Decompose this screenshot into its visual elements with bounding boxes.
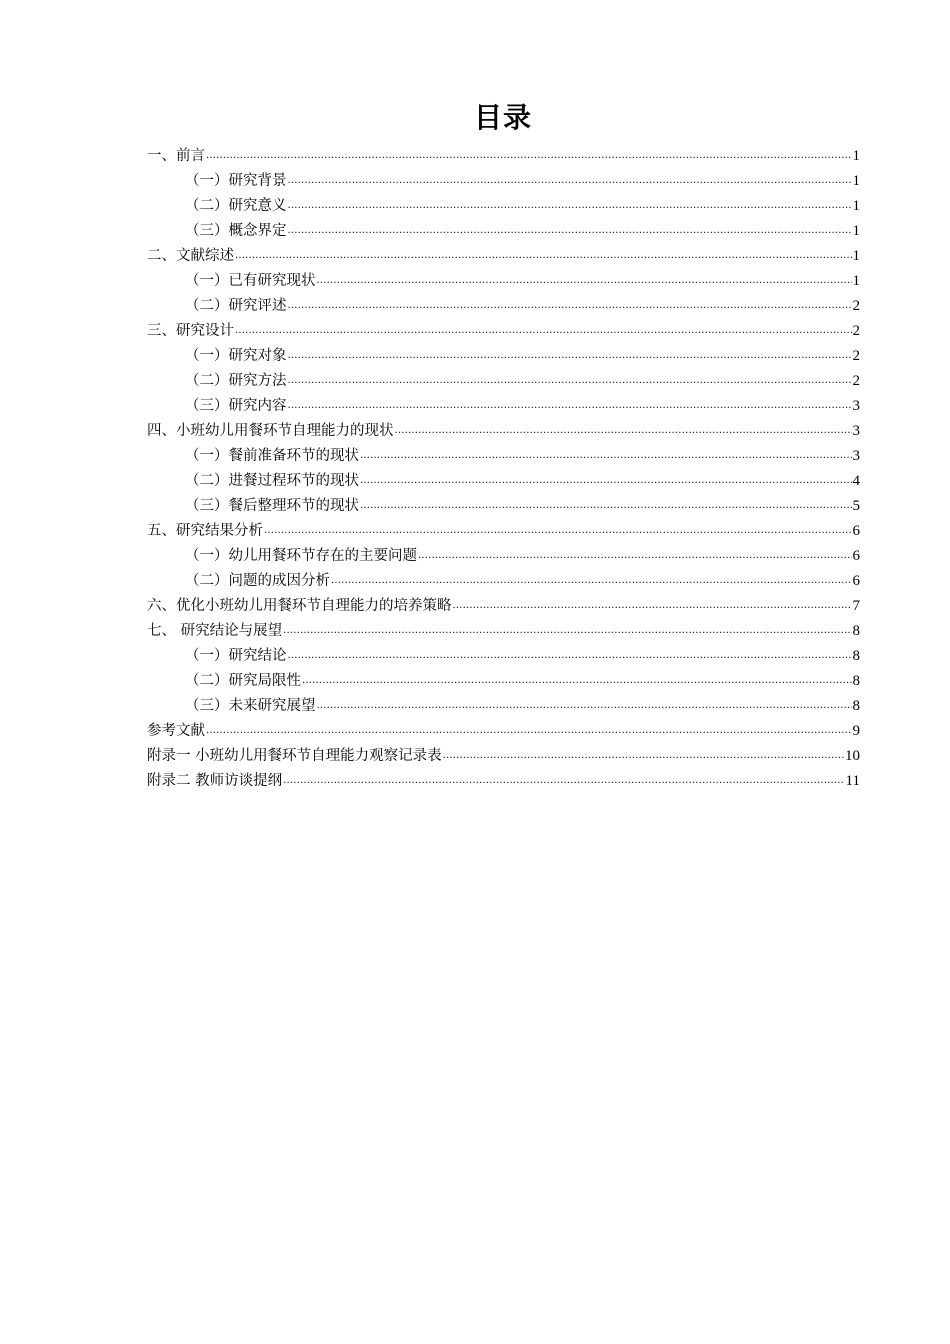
toc-page-number: 7 xyxy=(852,598,860,614)
toc-entry-title: （一）研究对象 xyxy=(185,348,287,364)
toc-dot-leader xyxy=(235,248,852,264)
toc-dot-leader xyxy=(360,498,852,514)
toc-entry-title: 七、 研究结论与展望 xyxy=(147,623,283,639)
toc-entry-title: 一、前言 xyxy=(147,148,205,164)
toc-page-number: 3 xyxy=(852,398,860,414)
toc-page-number: 6 xyxy=(852,548,860,564)
toc-page-number: 2 xyxy=(852,298,860,314)
toc-page-number: 2 xyxy=(852,373,860,389)
toc-entry-title: （一）研究结论 xyxy=(185,648,287,664)
toc-page-number: 2 xyxy=(852,323,860,339)
toc-entry[interactable] xyxy=(147,717,860,742)
toc-dot-leader xyxy=(288,298,852,314)
toc-dot-leader xyxy=(288,398,852,414)
toc-dot-leader xyxy=(395,423,852,439)
toc-entry-title: （一）已有研究现状 xyxy=(185,273,316,289)
toc-entry[interactable] xyxy=(147,567,860,592)
toc-dot-leader xyxy=(302,673,852,689)
toc-dot-leader xyxy=(453,598,852,614)
toc-dot-leader xyxy=(235,323,852,339)
toc-dot-leader xyxy=(331,573,852,589)
toc-page-number: 10 xyxy=(845,748,860,764)
toc-page-number: 5 xyxy=(852,498,860,514)
toc-entry[interactable] xyxy=(147,292,860,317)
toc-entry-title: 四、小班幼儿用餐环节自理能力的现状 xyxy=(147,423,394,439)
toc-page-number: 6 xyxy=(852,573,860,589)
toc-page-number: 9 xyxy=(852,723,860,739)
toc-dot-leader xyxy=(418,548,852,564)
toc-page-number: 1 xyxy=(852,198,860,214)
toc-entry[interactable] xyxy=(147,642,860,667)
toc-entry-title: 五、研究结果分析 xyxy=(147,523,263,539)
toc-entry-title: （三）未来研究展望 xyxy=(185,698,316,714)
toc-entry[interactable] xyxy=(147,267,860,292)
toc-entry-title: （二）研究意义 xyxy=(185,198,287,214)
toc-entry-title: 二、文献综述 xyxy=(147,248,234,264)
toc-page-number: 1 xyxy=(852,223,860,239)
toc-entry[interactable] xyxy=(147,317,860,342)
toc-entry[interactable] xyxy=(147,542,860,567)
toc-entry-title: （三）研究内容 xyxy=(185,398,287,414)
toc-entry-title: 附录一 小班幼儿用餐环节自理能力观察记录表 xyxy=(147,748,442,764)
toc-dot-leader xyxy=(288,198,852,214)
toc-entry[interactable] xyxy=(147,592,860,617)
toc-title: 目录 xyxy=(473,101,532,134)
toc-entry[interactable] xyxy=(147,517,860,542)
toc-dot-leader xyxy=(317,698,852,714)
toc-entry-title: （二）研究方法 xyxy=(185,373,287,389)
toc-dot-leader xyxy=(288,373,852,389)
toc-page-number: 3 xyxy=(852,448,860,464)
toc-entry[interactable] xyxy=(147,442,860,467)
toc-dot-leader xyxy=(288,223,852,239)
toc-entry[interactable] xyxy=(147,342,860,367)
toc-entry[interactable] xyxy=(147,217,860,242)
toc-entry[interactable] xyxy=(147,667,860,692)
toc-dot-leader xyxy=(288,348,852,364)
toc-dot-leader xyxy=(206,148,852,164)
toc-entry-title: （二）问题的成因分析 xyxy=(185,573,330,589)
toc-dot-leader xyxy=(206,723,852,739)
toc-entry-title: 三、研究设计 xyxy=(147,323,234,339)
toc-dot-leader xyxy=(264,523,852,539)
toc-dot-leader xyxy=(360,448,852,464)
toc-entry-title: 参考文献 xyxy=(147,723,205,739)
toc-entry-title: （二）研究评述 xyxy=(185,298,287,314)
toc-entry[interactable] xyxy=(147,392,860,417)
toc-entry-title: （二）进餐过程环节的现状 xyxy=(185,473,359,489)
toc-entry[interactable] xyxy=(147,417,860,442)
toc-dot-leader xyxy=(283,623,851,639)
toc-page-number: 1 xyxy=(852,173,860,189)
toc-entry[interactable] xyxy=(147,767,860,792)
toc-list xyxy=(147,142,860,792)
toc-page-number: 1 xyxy=(852,248,860,264)
toc-page-number: 1 xyxy=(852,273,860,289)
toc-page-number: 8 xyxy=(852,698,860,714)
toc-page-number: 8 xyxy=(852,673,860,689)
toc-entry[interactable] xyxy=(147,742,860,767)
toc-dot-leader xyxy=(288,173,852,189)
toc-page-number: 1 xyxy=(852,148,860,164)
toc-entry-title: 附录二 教师访谈提纲 xyxy=(147,773,283,789)
toc-entry[interactable] xyxy=(147,142,860,167)
toc-entry-title: （二）研究局限性 xyxy=(185,673,301,689)
toc-entry-title: （一）研究背景 xyxy=(185,173,287,189)
toc-dot-leader xyxy=(443,748,844,764)
toc-entry-title: （一）幼儿用餐环节存在的主要问题 xyxy=(185,548,417,564)
toc-entry[interactable] xyxy=(147,492,860,517)
toc-entry[interactable] xyxy=(147,367,860,392)
toc-entry-title: （一）餐前准备环节的现状 xyxy=(185,448,359,464)
toc-entry[interactable] xyxy=(147,167,860,192)
toc-dot-leader xyxy=(360,473,852,489)
toc-entry-title: （三）餐后整理环节的现状 xyxy=(185,498,359,514)
toc-entry[interactable] xyxy=(147,692,860,717)
toc-page-number: 2 xyxy=(852,348,860,364)
toc-entry-title: 六、优化小班幼儿用餐环节自理能力的培养策略 xyxy=(147,598,452,614)
toc-page-number: 6 xyxy=(852,523,860,539)
toc-page-number: 8 xyxy=(852,648,860,664)
toc-entry[interactable] xyxy=(147,467,860,492)
toc-page-number: 4 xyxy=(852,473,860,489)
toc-page-number: 8 xyxy=(852,623,860,639)
toc-page-number: 3 xyxy=(852,423,860,439)
toc-page-number: 11 xyxy=(845,773,860,789)
toc-dot-leader xyxy=(283,773,844,789)
toc-dot-leader xyxy=(288,648,852,664)
toc-entry-title: （三）概念界定 xyxy=(185,223,287,239)
toc-entry[interactable] xyxy=(147,192,860,217)
toc-entry[interactable] xyxy=(147,242,860,267)
toc-entry[interactable] xyxy=(147,617,860,642)
toc-dot-leader xyxy=(317,273,852,289)
